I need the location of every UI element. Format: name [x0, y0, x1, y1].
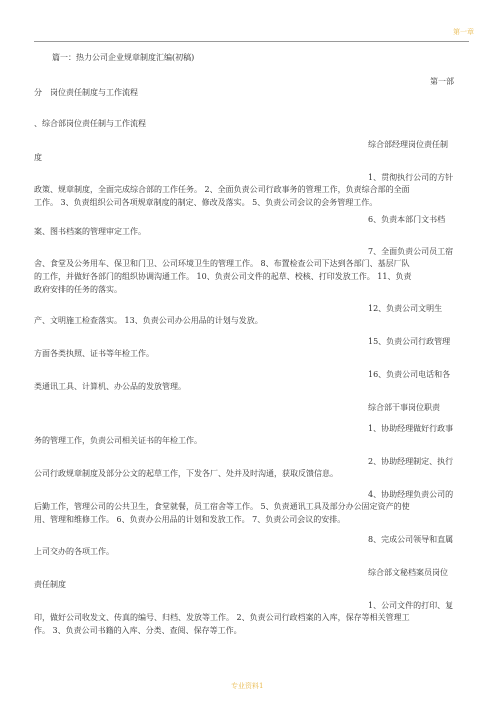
para-lead: 16、负责公司电话和各: [368, 370, 451, 379]
header-divider: [34, 41, 469, 42]
para-lead: 8、完成公司领导和直属: [368, 535, 454, 544]
para-body: 责任制度: [34, 580, 66, 589]
para-body: 案、图书档案的管理审定工作。: [34, 227, 146, 236]
para-lead: 综合部干事岗位职责: [368, 403, 440, 412]
para-lead: 1、公司文件的打印、复: [368, 601, 454, 610]
para-body: 上司交办的各项工作。: [34, 547, 114, 556]
para-body: 类通讯工具、计算机、办公品的发放管理。: [34, 382, 186, 391]
header-label: 第一章: [453, 28, 474, 36]
para-body: 产、文明施工检查落实。 13、负责公司办公用品的计划与发放。: [34, 316, 263, 325]
para-lead: 2、协助经理制定、执行: [368, 457, 454, 466]
department-title: 、综合部岗位责任制与工作流程: [34, 119, 146, 128]
para-body: 后勤工作，管理公司的公共卫生，食堂就餐，员工宿舍等工作。 5、负责通讯工具及部分办公固定资产的使 用、管理和维修工作。 6、负责办公用品的计划和发放工作。 7、负责公司会议的安排。: [34, 502, 410, 524]
para-body: 印，做好公司收发文、传真的编号、归档、发放等工作。 2、负责公司行政档案的入库，保存等相关管理工 作。 3、负责公司书籍的入库、分类、查阅、保存等工作。: [34, 613, 410, 635]
para-body: 公司行政规章制度及部分公文的起草工作，下发各厂、处并及时沟通，获取反馈信息。: [34, 469, 338, 478]
para-lead: 4、协助经理负责公司的: [368, 490, 454, 499]
para-lead: 综合部经理岗位责任制: [368, 140, 448, 149]
para-body: 度: [34, 153, 42, 162]
para-body: 舍、食堂及公务用车、保卫和门卫、公司环境卫生的管理工作。 8、布置检查公司下达到各部门、基层厂队 的工作，并做好各部门的组织协调沟通工作。 10、负责公司文件的起草、校核、打印发放工作。 11、负责 政府安排的任务的落实。: [34, 259, 412, 294]
footer-label: 专业资料1: [231, 682, 264, 690]
para-lead: 6、负责本部门文书档: [368, 215, 446, 224]
para-lead: 12、负责公司文明生: [368, 304, 443, 313]
para-lead: 15、负责公司行政管理: [368, 337, 451, 346]
para-lead: 1、协助经理做好行政事: [368, 424, 454, 433]
para-lead: 1、贯彻执行公司的方针: [368, 173, 454, 182]
document-title: 篇一：热力公司企业规章制度汇编(初稿): [52, 53, 195, 62]
para-body: 方面各类执照、证书等年检工作。: [34, 349, 154, 358]
para-lead: 综合部文秘档案员岗位: [368, 568, 448, 577]
para-lead: 7、全面负责公司员工宿: [368, 247, 454, 256]
section-label-left: 分 岗位责任制度与工作流程: [34, 88, 138, 97]
para-body: 务的管理工作，负责公司相关证书的年检工作。: [34, 436, 202, 445]
para-body: 政策、规章制度，全面完成综合部的工作任务。 2、全面负责公司行政事务的管理工作，负责综合部的全面 工作。 3、负责组织公司各项规章制度的制定、修改及落实。 5、负责公司会议的会务管理工作。: [34, 185, 410, 207]
section-label-right: 第一部: [430, 77, 454, 86]
